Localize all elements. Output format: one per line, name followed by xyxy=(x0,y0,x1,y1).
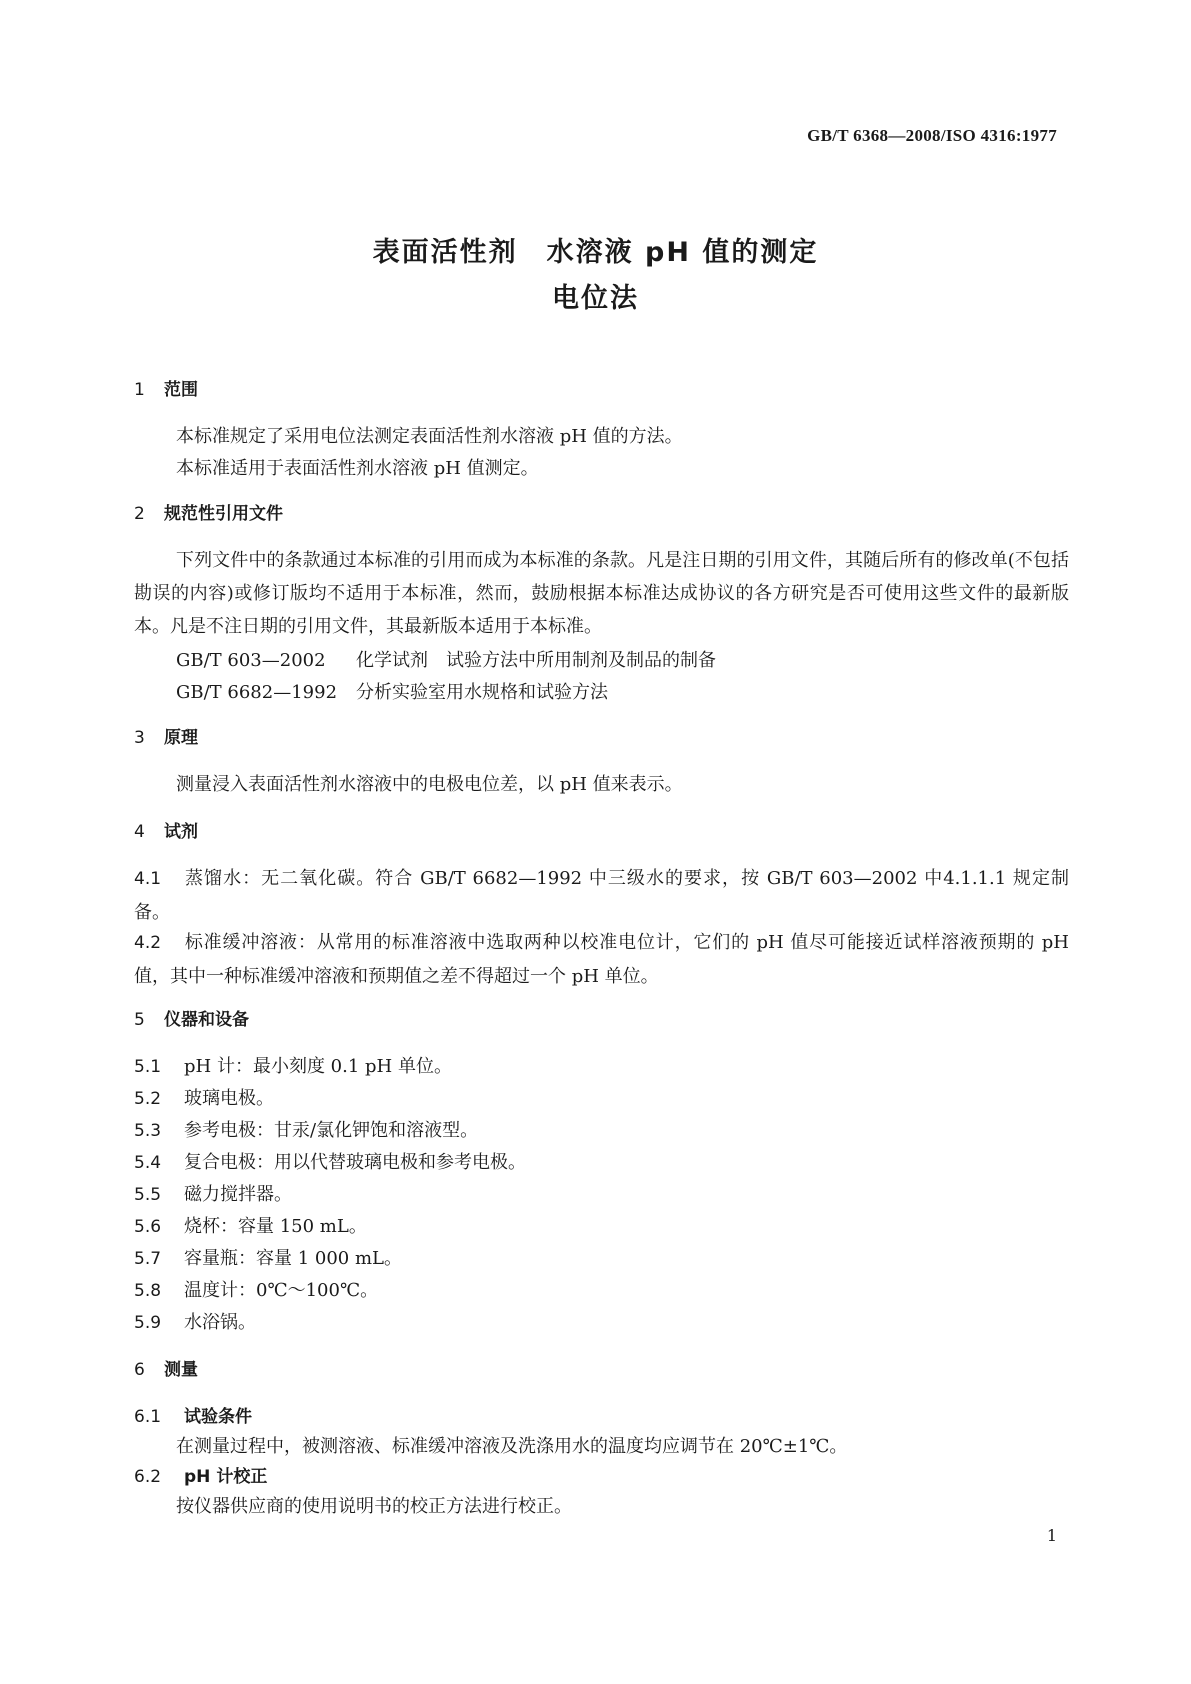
paragraph: 按仪器供应商的使用说明书的校正方法进行校正。 xyxy=(176,1496,572,1517)
paragraph: 本标准规定了采用电位法测定表面活性剂水溶液 pH 值的方法。 xyxy=(176,426,683,447)
clause-title: 试验条件 xyxy=(184,1407,252,1427)
clause-item xyxy=(134,926,1069,993)
clause-number: 5.5 xyxy=(134,1185,162,1205)
reference-title: 分析实验室用水规格和试验方法 xyxy=(356,682,608,703)
clause-number: 5.4 xyxy=(134,1153,162,1173)
section-heading-4 xyxy=(134,816,1069,849)
section-number: 4 xyxy=(134,822,145,842)
section-title: 仪器和设备 xyxy=(164,1010,249,1030)
section-title: 规范性引用文件 xyxy=(164,504,283,524)
clause-text: 标准缓冲溶液：从常用的标准溶液中选取两种以校准电位计，它们的 pH 值尽可能接近试样溶液预期的 pH 值，其中一种标准缓冲溶液和预期值之差不得超过一个 pH 单位。 xyxy=(134,932,1069,987)
clause-number: 5.1 xyxy=(134,1057,162,1077)
clause-number: 6.2 xyxy=(134,1467,162,1487)
clause-item xyxy=(134,1306,1069,1340)
clause-text: 烧杯：容量 150 mL。 xyxy=(184,1216,367,1237)
reference-code: GB/T 6682—1992 xyxy=(176,682,338,703)
document-subtitle: 电位法 xyxy=(552,283,639,314)
section-heading-3 xyxy=(134,722,1069,755)
clause-text: 复合电极：用以代替玻璃电极和参考电极。 xyxy=(184,1152,526,1173)
clause-number: 5.8 xyxy=(134,1281,162,1301)
section-number: 6 xyxy=(134,1360,145,1380)
clause-text: 蒸馏水：无二氧化碳。符合 GB/T 6682—1992 中三级水的要求，按 GB/T 603—2002 中4.1.1.1 规定制备。 xyxy=(134,868,1069,923)
section-heading-2 xyxy=(134,498,1069,531)
paragraph: 本标准适用于表面活性剂水溶液 pH 值测定。 xyxy=(176,458,539,479)
section-number: 2 xyxy=(134,504,145,524)
section-number: 3 xyxy=(134,728,145,748)
reference-item xyxy=(134,676,1069,709)
clause-item xyxy=(134,1114,1069,1148)
clause-item xyxy=(134,1274,1069,1308)
clause-number: 4.1 xyxy=(134,869,162,889)
clause-item xyxy=(134,862,1069,929)
section-heading-1 xyxy=(134,374,1069,407)
page-number: 1 xyxy=(1046,1526,1057,1545)
clause-text: 温度计：0℃～100℃。 xyxy=(184,1280,379,1301)
clause-item xyxy=(134,1050,1069,1084)
clause-title: pH 计校正 xyxy=(184,1467,268,1487)
clause-text: 参考电极：甘汞/氯化钾饱和溶液型。 xyxy=(184,1120,479,1141)
clause-number: 5.3 xyxy=(134,1121,162,1141)
clause-number: 5.2 xyxy=(134,1089,162,1109)
standard-code: GB/T 6368—2008/ISO 4316:1977 xyxy=(807,126,1057,145)
subclause-heading xyxy=(134,1460,1069,1494)
clause-item xyxy=(134,1146,1069,1180)
clause-text: 磁力搅拌器。 xyxy=(184,1184,292,1205)
clause-number: 5.7 xyxy=(134,1249,162,1269)
clause-text: 玻璃电极。 xyxy=(184,1088,274,1109)
subclause-heading xyxy=(134,1400,1069,1434)
paragraph: 在测量过程中，被测溶液、标准缓冲溶液及洗涤用水的温度均应调节在 20℃±1℃。 xyxy=(176,1436,848,1457)
clause-item xyxy=(134,1242,1069,1276)
clause-item xyxy=(134,1178,1069,1212)
clause-item xyxy=(134,1210,1069,1244)
section-heading-5 xyxy=(134,1004,1069,1037)
section-heading-6 xyxy=(134,1354,1069,1387)
clause-number: 5.6 xyxy=(134,1217,162,1237)
reference-code: GB/T 603—2002 xyxy=(176,650,326,671)
clause-item xyxy=(134,1082,1069,1116)
reference-item xyxy=(134,644,1069,677)
section-title: 测量 xyxy=(164,1360,198,1380)
clause-text: 水浴锅。 xyxy=(184,1312,256,1333)
section-number: 1 xyxy=(134,380,145,400)
document-title: 表面活性剂 水溶液 pH 值的测定 xyxy=(372,237,819,268)
section-title: 试剂 xyxy=(164,822,198,842)
clause-number: 6.1 xyxy=(134,1407,162,1427)
clause-number: 5.9 xyxy=(134,1313,162,1333)
paragraph: 测量浸入表面活性剂水溶液中的电极电位差，以 pH 值来表示。 xyxy=(176,774,683,795)
clause-text: 容量瓶：容量 1 000 mL。 xyxy=(184,1248,402,1269)
reference-title: 化学试剂 试验方法中所用制剂及制品的制备 xyxy=(356,650,716,671)
clause-text: pH 计：最小刻度 0.1 pH 单位。 xyxy=(184,1056,452,1077)
section-title: 范围 xyxy=(164,380,198,400)
clause-number: 4.2 xyxy=(134,933,162,953)
section-number: 5 xyxy=(134,1010,145,1030)
paragraph: 下列文件中的条款通过本标准的引用而成为本标准的条款。凡是注日期的引用文件，其随后所有的修改单(不包括勘误的内容)或修订版均不适用于本标准，然而，鼓励根据本标准达成协议的各方研究是否可使用这些文件的最新版本。凡是不注日期的引用文件，其最新版本适用于本标准。 xyxy=(134,550,1069,637)
section-title: 原理 xyxy=(164,728,198,748)
